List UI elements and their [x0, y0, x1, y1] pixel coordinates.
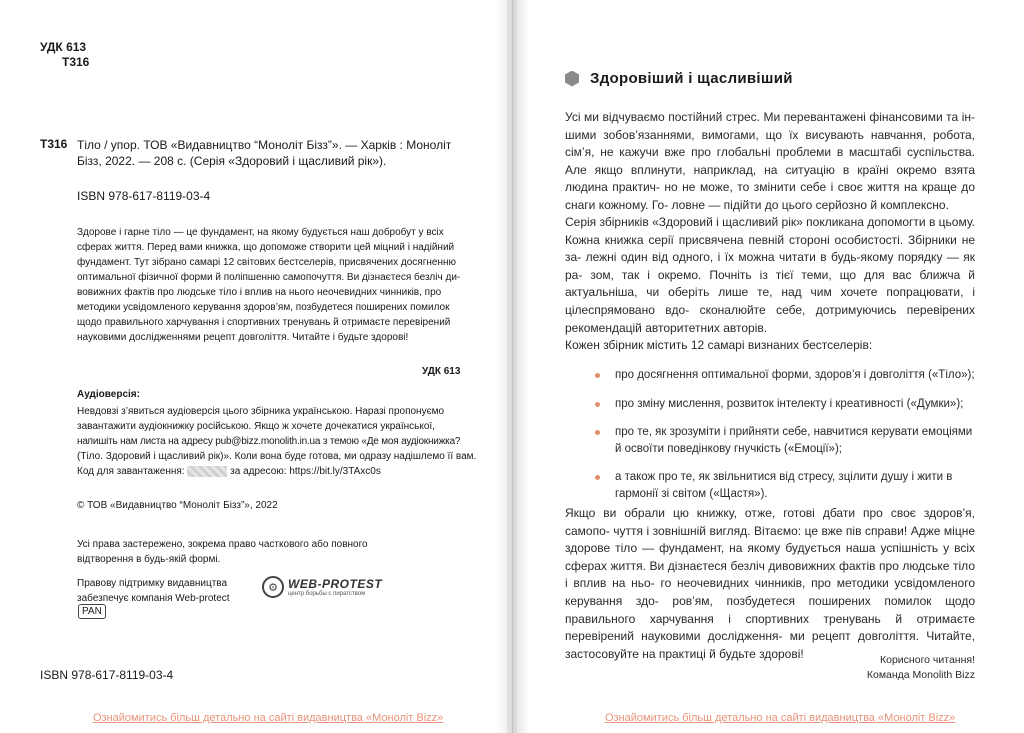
logo-subtitle: центр борьбы с пиратством: [288, 591, 366, 597]
page-shadow: [497, 0, 513, 733]
section-heading: [565, 70, 793, 87]
isbn-bottom: ISBN 978-617-8119-03-4: [40, 668, 174, 682]
summary-intro: Кожен збірник містить 12 самарі визнаних бестселерів:: [565, 338, 873, 352]
list-item: а також про те, як звільнитися від стресу, зцілити душу і жити в гармонії зі світом («Щастя»).: [585, 469, 977, 502]
web-protect-logo: [262, 576, 382, 598]
publisher-link[interactable]: Ознайомитись більш детально на сайті видавництва «Моноліт Bizz»: [605, 712, 956, 724]
list-item: про досягнення оптимальної форми, здоров’я і довголіття («Тіло»);: [585, 367, 977, 384]
book-list: [585, 367, 977, 514]
closing-paragraph: Якщо ви обрали цю книжку, отже, готові дбати про своє здоров’я, самопо- чуття і зовнішній вигляд. Вітаємо: це вже пів справи! Адже міцне здорове тіло — фундамент, на якому будується наша успішність у всіх сферах життя. Ви дізнаєтеся безліч дивовижних фактів про людське тіло і вплив на ньо- го неочевидних чинників, про методики усвідомленого керування здо- ров’ям, позбудетеся поширених помилок щодо правильного харчування і спортивних тренувань й отримаєте перевірений науковими дослідження- ми рецепт довголіття. Читайте, застосовуйте на практиці й будьте здорові!: [565, 506, 975, 661]
udk-right: УДК 613: [422, 366, 461, 377]
series-paragraph: Серія збірників «Здоровий і щасливий рік» покликана допомогти в цьому. Кожна книжка серії присвячена певній стороні особистості. Збірники не за- лежні один від одного, і їх можна читати в будь-якому порядку — як ра- зом, так і окремо. Почніть із тієї теми, що для вас ближча й актуальніша, чи оберіть лише те, над чим хочете попрацювати, і цілеспрямовано вдо- сконалюйте себе, дотримуючись перевірених рекомендацій авторитетних авторів.: [565, 215, 975, 335]
page-shadow: [512, 0, 530, 733]
bib-line: Бізз, 2022. — 208 с. (Серія «Здоровий і щасливий рік»).: [77, 154, 387, 168]
author-code: Т316: [62, 55, 90, 69]
logo-title: WEB-PROTEST: [288, 577, 383, 591]
annotation-line: щодо правильного харчування і спортивних тренувань й отримаєте перевірений: [77, 317, 451, 328]
left-page: [0, 0, 507, 733]
download-line: [77, 464, 467, 479]
hexagon-icon: [565, 71, 579, 87]
signature-line: Корисного читання!: [880, 654, 975, 666]
annotation-line: Здорове і гарне тіло — це фундамент, на якому будується наш добробут у всіх: [77, 227, 444, 238]
right-page: [517, 0, 1024, 733]
publisher-link[interactable]: Ознайомитись більш детально на сайті видавництва «Моноліт Bizz»: [93, 712, 444, 724]
legal-support: [77, 576, 230, 606]
copyright: © ТОВ «Видавництво “Моноліт Бізз”», 2022: [77, 500, 278, 511]
signature: [817, 653, 975, 683]
isbn: ISBN 978-617-8119-03-4: [77, 189, 211, 203]
annotation-line: сферах життя. Перед вами книжка, що допоможе створити цей міцний і надійний: [77, 242, 455, 253]
bib-line: Тіло / упор. ТОВ «Видавництво “Моноліт Бізз”». — Харків : Моноліт: [77, 138, 452, 152]
legal-line: забезпечує компанія Web-protect: [77, 593, 230, 604]
bib-code: Т316: [40, 137, 68, 151]
intro-paragraph: Усі ми відчуваємо постійний стрес. Ми перевантажені фінансовими та ін- шими зобов’язаннями, вимогами, що їх висувають навчання, робота, сім’я, не кажучи вже про глобальні проблеми в масштабі суспільства. Але якщо вплинути, наприклад, на ситуацію в країні окремо взята людина практич- но не може, то змінити себе і своє життя на краще до снаги кожному. Го- ловне — підійти до цього серйозно й комплексно.: [565, 110, 975, 212]
bib-record: [77, 137, 472, 169]
legal-line: Правову підтримку видавництва: [77, 578, 228, 589]
redacted-code: [187, 466, 227, 477]
download-prefix: Код для завантаження:: [77, 466, 185, 477]
audio-title: Аудіоверсія:: [77, 389, 140, 400]
list-item: про те, як зрозуміти і прийняти себе, навчитися керувати емоціями й освоїти поведінкову гнучкість («Емоції»);: [585, 424, 977, 457]
pan-badge: PAN: [78, 604, 106, 619]
audio-text: [77, 404, 477, 479]
udk-label: УДК 613: [40, 40, 87, 54]
annotation-line: вовижних фактів про людське тіло і вплив на нього неочевидних чинників, про: [77, 287, 442, 298]
shield-icon: ⚙: [262, 576, 284, 598]
audio-line: напишіть нам листа на адресу pub@bizz.monolith.in.ua з темою «Де моя аудіокнижка?: [77, 436, 461, 447]
download-url[interactable]: за адресою: https://bit.ly/3TAxc0s: [230, 466, 381, 477]
annotation-line: науковими дослідженнями рецепт довголіття. Читайте і будьте здорові!: [77, 332, 409, 343]
audio-line: Невдовзі з’явиться аудіоверсія цього збірника українською. Наразі пропонуємо: [77, 406, 445, 417]
annotation: [77, 225, 462, 345]
audio-line: завантажити аудіокнижку російською. Якщо ж хочете дочекатися української,: [77, 421, 435, 432]
rights-line: відтворення в будь-якій формі.: [77, 554, 221, 565]
heading-text: Здоровіший і щасливіший: [590, 70, 793, 87]
annotation-line: оптимальної фізичної форми й поліпшенню самопочуття. Ви дізнаєтеся безліч ди-: [77, 272, 461, 283]
list-item: про зміну мислення, розвиток інтелекту і креативності («Думки»);: [585, 396, 977, 413]
rights: [77, 537, 368, 567]
annotation-line: фундамент. Тут зібрано самарі 12 світових бестселерів, присвячених досягненню: [77, 257, 456, 268]
rights-line: Усі права застережено, зокрема право часткового або повного: [77, 539, 368, 550]
signature-line: Команда Monolith Bizz: [866, 669, 975, 681]
audio-line: (Тіло. Здоровий і щасливий рік)». Коли вона буде готова, ми одразу надішлемо її вам.: [77, 451, 477, 462]
annotation-line: методики усвідомленого керування здоров’ям, позбудетеся поширених помилок: [77, 302, 450, 313]
